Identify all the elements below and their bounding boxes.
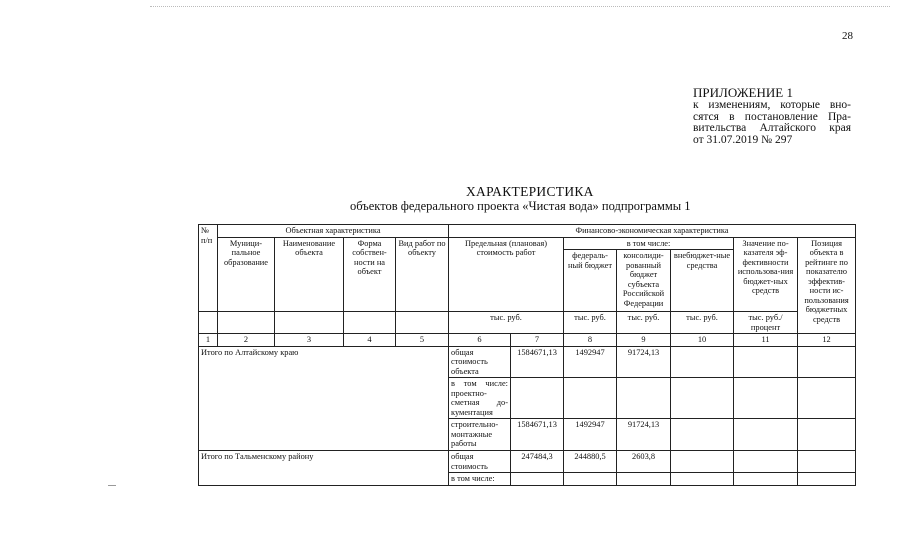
appendix-title: ПРИЛОЖЕНИЕ 1 xyxy=(693,85,793,100)
cost-cell xyxy=(511,378,564,419)
table-units-row xyxy=(199,312,856,334)
extra-cell xyxy=(671,419,734,451)
unit-extrabudget: тыс. руб. xyxy=(671,312,734,334)
col-number: 11 xyxy=(734,334,798,347)
work-type-cell: строительно-монтажные работы xyxy=(449,419,511,451)
rating-cell xyxy=(798,451,856,473)
col-number: 6 xyxy=(449,334,511,347)
unit-planned: тыс. руб. xyxy=(449,312,564,334)
extra-cell xyxy=(671,378,734,419)
federal-cell xyxy=(564,473,617,486)
table-header-row xyxy=(199,237,856,250)
federal-cell: 1492947 xyxy=(564,346,617,378)
cost-cell xyxy=(511,473,564,486)
blank-cell xyxy=(344,312,396,334)
col-number: 2 xyxy=(218,334,275,347)
appendix-line: вительства Алтайского края xyxy=(693,122,851,134)
cost-cell: 1584671,13 xyxy=(511,419,564,451)
header-consolidated: консолиди-рованный бюджет субъекта Российской Федерации xyxy=(617,250,671,312)
appendix-block xyxy=(693,86,851,146)
cost-cell: 247484,3 xyxy=(511,451,564,473)
table-header-row xyxy=(199,225,856,238)
header-extrabudget: внебюджет-ные средства xyxy=(671,250,734,312)
consolidated-cell xyxy=(617,378,671,419)
federal-cell: 1492947 xyxy=(564,419,617,451)
header-object-group: Объектная характеристика xyxy=(218,225,449,238)
appendix-line: сятся в постановление Пра- xyxy=(693,110,851,123)
document-title: ХАРАКТЕРИСТИКА xyxy=(466,184,594,199)
rating-cell xyxy=(798,419,856,451)
blank-cell xyxy=(275,312,344,334)
col-number: 12 xyxy=(798,334,856,347)
federal-cell xyxy=(564,378,617,419)
work-type-cell: в том числе: xyxy=(449,473,511,486)
margin-mark xyxy=(108,485,116,486)
work-type-cell: в том числе: проектно-сметная до-кументация xyxy=(449,378,511,419)
extra-cell xyxy=(671,473,734,486)
work-type-cell: общая стоимость объекта xyxy=(449,346,511,378)
consolidated-cell: 91724,13 xyxy=(617,346,671,378)
unit-consolidated: тыс. руб. xyxy=(617,312,671,334)
table-row xyxy=(199,346,856,378)
header-rating: Позиция объекта в рейтинге по показателю эффектив-ности ис-пользования бюджетных средств xyxy=(798,237,856,334)
blank-cell xyxy=(396,312,449,334)
col-number: 5 xyxy=(396,334,449,347)
appendix-date: от 31.07.2019 № 297 xyxy=(693,133,793,146)
header-fin-group: Финансово-экономическая характеристика xyxy=(449,225,856,238)
consolidated-cell: 2603,8 xyxy=(617,451,671,473)
header-federal: федераль-ный бюджет xyxy=(564,250,617,312)
talmen-total-label: Итого по Тальменскому району xyxy=(199,451,449,486)
rating-cell xyxy=(798,346,856,378)
efficiency-cell xyxy=(734,346,798,378)
header-including: в том числе: xyxy=(564,237,734,250)
blank-cell xyxy=(218,312,275,334)
column-number-row xyxy=(199,334,856,347)
rating-cell xyxy=(798,378,856,419)
page-number: 28 xyxy=(842,30,853,42)
header-work-type: Вид работ по объекту xyxy=(396,237,449,312)
consolidated-cell xyxy=(617,473,671,486)
efficiency-cell xyxy=(734,419,798,451)
header-planned-cost: Предельная (плановая) стоимость работ xyxy=(449,237,564,312)
col-number: 9 xyxy=(617,334,671,347)
federal-cell: 244880,5 xyxy=(564,451,617,473)
extra-cell xyxy=(671,451,734,473)
blank-cell xyxy=(199,312,218,334)
scan-artifact-line xyxy=(150,6,890,7)
cost-cell: 1584671,13 xyxy=(511,346,564,378)
col-number: 3 xyxy=(275,334,344,347)
unit-federal: тыс. руб. xyxy=(564,312,617,334)
appendix-line: к изменениям, которые вно- xyxy=(693,99,851,111)
extra-cell xyxy=(671,346,734,378)
efficiency-cell xyxy=(734,451,798,473)
efficiency-cell xyxy=(734,473,798,486)
efficiency-cell xyxy=(734,378,798,419)
table-row xyxy=(199,451,856,473)
col-number: 4 xyxy=(344,334,396,347)
header-efficiency: Значение по-казателя эф-фективности использова-ния бюджет-ных средств xyxy=(734,237,798,312)
col-number: 8 xyxy=(564,334,617,347)
rating-cell xyxy=(798,473,856,486)
col-number: 10 xyxy=(671,334,734,347)
col-number: 7 xyxy=(511,334,564,347)
altai-total-label: Итого по Алтайскому краю xyxy=(199,346,449,451)
unit-efficiency: тыс. руб./ процент xyxy=(734,312,798,334)
consolidated-cell: 91724,13 xyxy=(617,419,671,451)
header-ownership: Форма собствен-ности на объект xyxy=(344,237,396,312)
header-object-name: Наименование объекта xyxy=(275,237,344,312)
characteristics-table xyxy=(198,224,856,486)
work-type-cell: общая стоимость xyxy=(449,451,511,473)
col-number: 1 xyxy=(199,334,218,347)
header-municipality: Муници-пальное образование xyxy=(218,237,275,312)
header-num: № п/п xyxy=(199,225,218,312)
document-subtitle: объектов федерального проекта «Чистая вода» подпрограммы 1 xyxy=(350,199,691,213)
